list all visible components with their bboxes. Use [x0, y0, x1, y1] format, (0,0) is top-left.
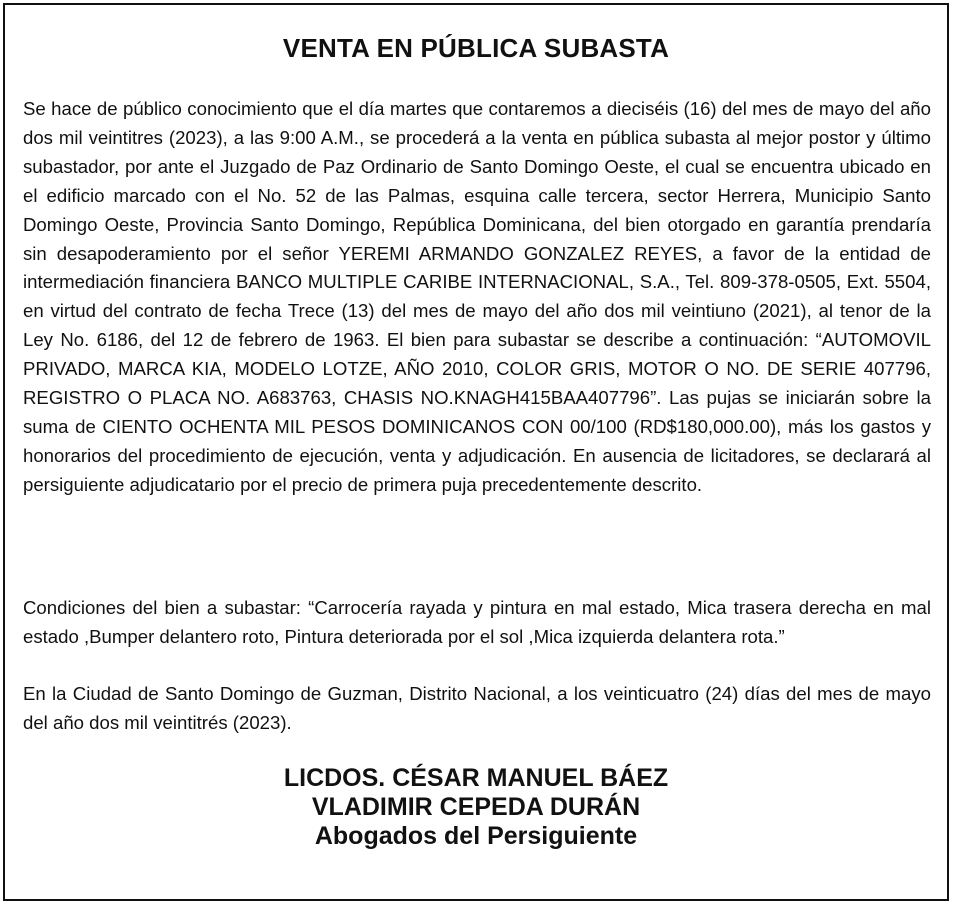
signature-block [5, 764, 947, 851]
signature-line-role: Abogados del Persiguiente [314, 822, 638, 850]
notice-frame [3, 3, 949, 901]
signature-line-second-attorney: VLADIMIR CEPEDA DURÁN [311, 793, 641, 821]
notice-paragraph-auction: Se hace de público conocimiento que el día martes que contaremos a dieciséis (16) del mes de mayo del año dos mil veintitres (2023), a las 9:00 A.M., se procederá a la venta en pública subasta al mejor postor y último subastador, por ante el Juzgado de Paz Ordinario de Santo Domingo Oeste, el cual se encuentra ubicado en el edificio marcado con el No. 52 de las Palmas, esquina calle tercera, sector Herrera, Municipio Santo Domingo Oeste, Provincia Santo Domingo, República Dominicana, del bien otorgado en garantía prendaría sin desapoderamiento por el señor YEREMI ARMANDO GONZALEZ REYES, a favor de la entidad de intermediación financiera BANCO MULTIPLE CARIBE INTERNACIONAL, S.A., Tel. 809-378-0505, Ext. 5504, en virtud del contrato de fecha Trece (13) del mes de mayo del año dos mil veintiuno (2021), al tenor de la Ley No. 6186, del 12 de febrero de 1963. El bien para subastar se describe a continuación: “AUTOMOVIL PRIVADO, MARCA KIA, MODELO LOTZE, AÑO 2010, COLOR GRIS, MOTOR O NO. DE SERIE 407796, REGISTRO O PLACA NO. A683763, CHASIS NO.KNAGH415BAA407796”. Las pujas se iniciarán sobre la suma de CIENTO OCHENTA MIL PESOS DOMINICANOS CON 00/100 (RD$180,000.00), más los gastos y honorarios del procedimiento de ejecución, venta y adjudicación. En ausencia de licitadores, se declarará al persiguiente adjudicatario por el precio de primera puja precedentemente descrito. [23, 98, 931, 495]
signature-line-attorneys: LICDOS. CÉSAR MANUEL BÁEZ [283, 764, 669, 792]
notice-paragraph-date: En la Ciudad de Santo Domingo de Guzman, Distrito Nacional, a los veinticuatro (24) días del mes de mayo del año dos mil veintitrés (2023). [23, 683, 931, 733]
notice-paragraph-conditions: Condiciones del bien a subastar: “Carrocería rayada y pintura en mal estado, Mica trasera derecha en mal estado ,Bumper delantero roto, Pintura deteriorada por el sol ,Mica izquierda delantera rota.” [23, 597, 931, 647]
notice-title: VENTA EN PÚBLICA SUBASTA [282, 33, 670, 63]
